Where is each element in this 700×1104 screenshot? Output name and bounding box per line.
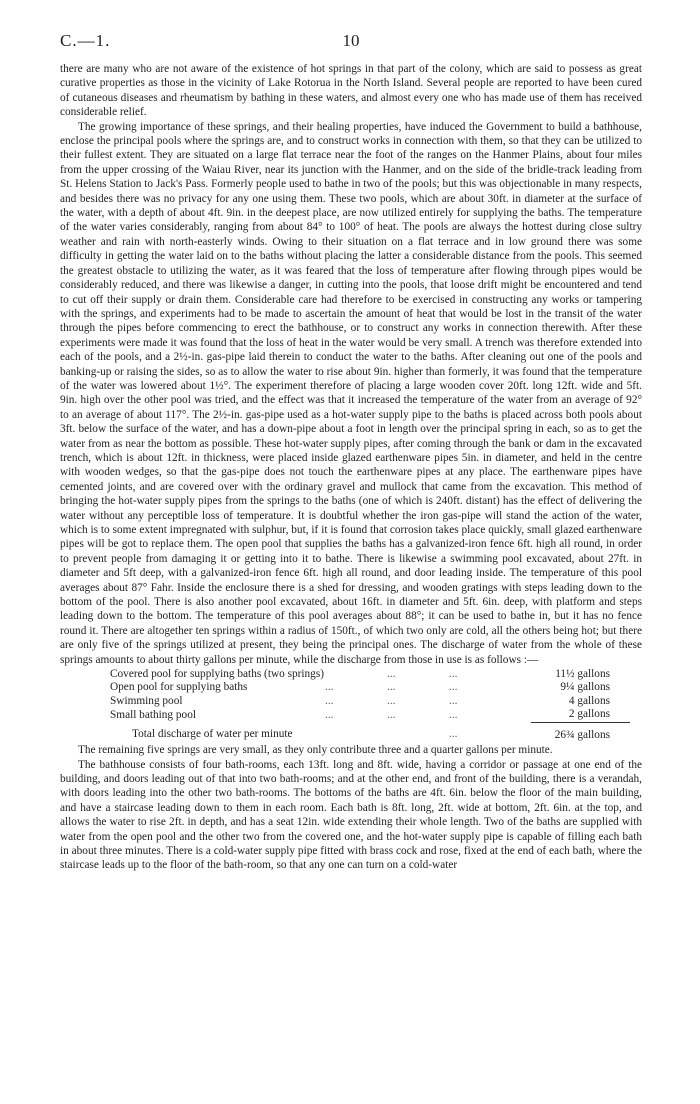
- paragraph-bathhouse: The bathhouse consists of four bath-rooms, each 13ft. long and 8ft. wide, having a corridor or passage at one end of the building, and doors leading out of that into two bath-rooms; and at the other end, and front of the building, there is a verandah, with doors leading into the other two bath-rooms. The bottoms of the baths are 4ft. 6in. below the floor of the main building, and have a staircase leading down to them in each room. Each bath is 8ft. long, 2ft. wide at bottom, 2ft. 6in. at the top, and allows the water to rise 2ft. in depth, and has a seat 12in. wide extending their whole length. Two of the baths are supplied with water from the open pool and the other two from the covered one, and the hot-water supply pipe is capable of filling each bath in about three minutes. There is a cold-water supply pipe fitted with brass cock and rose, fixed at the end of each bath, where the staircase leads up to the floor of the bath-room, so that any one can turn on a cold-water: [60, 758, 642, 872]
- discharge-amount: 4 gallons: [568, 694, 610, 707]
- leader-dots: ...: [387, 668, 396, 681]
- leader-dots: ...: [325, 708, 334, 721]
- discharge-item-label: Covered pool for supplying baths (two springs): [110, 668, 324, 681]
- paragraph-intro: there are many who are not aware of the existence of hot springs in that part of the colony, which are said to possess as great curative properties as those in the vicinity of Lake Rotorua in the North Island. Several people are reported to have been cured of cutaneous diseases and rheumatism by bathing in these waters, and almost every one who has made use of them has received considerable relief.: [60, 63, 642, 119]
- leader-dots: ...: [325, 694, 334, 707]
- table-row: [110, 681, 630, 694]
- discharge-table: [110, 668, 630, 742]
- paragraph-remaining-springs: The remaining five springs are very small, as they only contribute three and a quarter gallons per minute.: [78, 744, 553, 757]
- leader-dots: ...: [449, 694, 458, 707]
- document-reference: C.—1.: [60, 31, 111, 50]
- paragraph-springs-description: The growing importance of these springs, and their healing properties, have induced the Government to build a bathhouse, enclose the principal pools where the springs are, and to construct works in connection with them, so that they can be utilized to their fullest extent. They are situated on a large flat terrace near the foot of the ranges on the Hanmer Plains, about four miles from the upper crossing of the Waiau River, near its junction with the Hanmer, and on the side of the bridle-track leading from St. Helens Station to Jack's Pass. Formerly people used to bathe in two of the pools; but this was objectionable in many respects, and besides there was no privacy for any one using them. These two pools, which are about 30ft. in diameter at the surface of the water, with a depth of about 4ft. 9in. in the deepest place, are now utilized entirely for supplying the baths. The temperature of the water varies considerably, ranging from about 84° to 100° of heat. The pools are always the hottest during close sultry weather and rain with north-easterly winds. Owing to their situation on a flat terrace and in low ground there was some difficulty in getting the water laid on to the baths without placing the latter a considerable distance from the pools. This seemed the greatest obstacle to utilizing the water, as it was feared that the loss of temperature after flowing through pipes would be considerably reduced, and there was likewise a danger, in cutting into the pools, that loose drift might be encountered and tend to cut off their supply or drain them. Considerable care had therefore to be exercised in constructing any works or tampering with the springs, and experiments had to be made to ascertain the amount of heat that would be lost in the transit of the water through the pipes before commencing to erect the bathhouse, or to construct any works in connection therewith. After these experiments were made it was found that the loss of heat in the water would be very small. A trench was therefore extended into each of the pools, and a 2½-in. gas-pipe laid therein to conduct the water to the baths. After cleaning out one of the pools and banking-up or raising the sides, so as to allow the water to rise about 9in. higher than formerly, it was found that the temperature of the water was lowered about 1½°. The experiment therefore of placing a large wooden cover 20ft. long 12ft. wide and 5ft. 9in. high over the other pool was tried, and the effect was that it increased the temperature of the water from an average of 92° to an average of about 117°. The 2½-in. gas-pipe used as a hot-water supply pipe to the baths is placed across both pools about 3ft. below the surface of the water, and has a down-pipe about a foot in length over the principal spring in each, so as to get the water from as near the bottom as possible. These hot-water supply pipes, after coming through the bank or dam in the excavated trench, which is about 12ft. in thickness, were placed inside glazed earthenware pipes 5in. in diameter, and held in the centre with wooden wedges, so that the gas-pipe does not touch the earthenware pipes at any place. The earthenware pipes have cemented joints, and are covered over with the ordinary gravel and mullock that came from the excavation. This method of bringing the hot-water supply pipes from the springs to the baths (one of which is 240ft. distant) has the effect of delivering the water without any perceptible loss of temperature. It is doubtful whether the iron gas-pipe will stand the action of the water, which is to some extent impregnated with sulphur, but, if it is found that corrosion takes place quickly, small glazed earthenware pipes will be got to replace them. The open pool that supplies the baths has a galvanized-iron fence 6ft. high all round, in order to prevent people from damaging it or getting into it to bathe. There is likewise a swimming pool excavated, about 27ft. in diameter and 5ft deep, with a galvanized-iron fence 6ft. high all round, and door leading inside. The temperature of this pool averages about 87° Fahr. Inside the enclosure there is a shed for dressing, and wooden gratings with steps leading down to the bottom of the pool. There is also another pool excavated, about 16ft. in diameter and 5ft. 6in. deep, with platform and steps leading down to the bottom. The temperature of this pool averages about 88°; it can be used to bathe in, but it has no fence round it. There are altogether ten springs within a radius of 150ft., of which two only are cold, all the others being hot; but there are only five of the springs utilized at present, they being the principal ones. The discharge of water from the whole of these springs amounts to about thirty gallons per minute, while the discharge from those in use is as follows :—: [60, 120, 642, 666]
- page-number: 10: [342, 31, 360, 50]
- discharge-amount: 9¼ gallons: [560, 681, 610, 694]
- total-discharge-label: Total discharge of water per minute: [132, 728, 293, 741]
- leader-dots: ...: [387, 681, 396, 694]
- leader-dots: ...: [449, 681, 458, 694]
- discharge-amount: 2 gallons: [568, 708, 610, 721]
- leader-dots: [325, 668, 387, 681]
- leader-dots: ...: [387, 694, 396, 707]
- table-row: [110, 695, 630, 708]
- table-row: [110, 708, 630, 722]
- leader-dots: ...: [449, 728, 458, 741]
- leader-dots: ...: [387, 708, 396, 721]
- discharge-item-label: Open pool for supplying baths: [110, 681, 248, 694]
- table-row: [110, 668, 630, 681]
- leader-dots: ...: [325, 681, 334, 694]
- discharge-amount: 11½ gallons: [555, 668, 610, 681]
- total-discharge-amount: 26¾ gallons: [531, 722, 630, 742]
- page-header: [60, 31, 642, 56]
- leader-dots: ...: [449, 708, 458, 721]
- discharge-item-label: Small bathing pool: [110, 708, 196, 721]
- table-total-row: [110, 722, 630, 742]
- discharge-item-label: Swimming pool: [110, 694, 183, 707]
- leader-dots: ...: [449, 668, 458, 681]
